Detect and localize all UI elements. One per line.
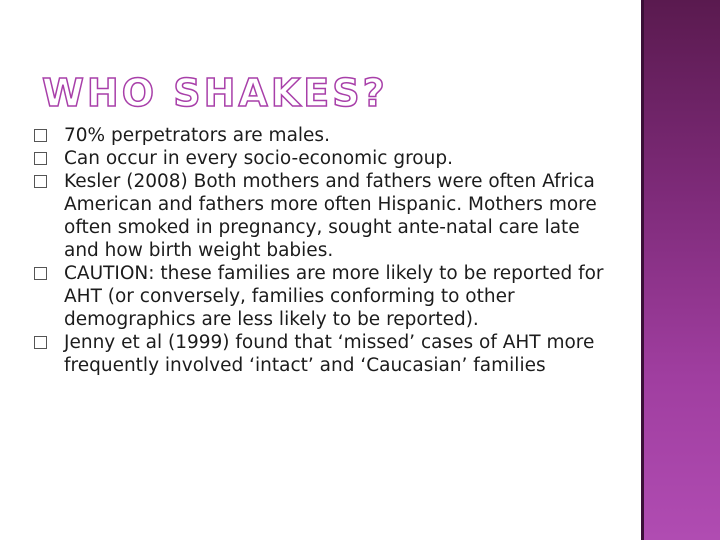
bullet-item	[34, 124, 614, 147]
square-bullet-icon	[34, 336, 47, 349]
bullet-item	[34, 170, 614, 262]
bullet-item	[34, 262, 614, 331]
bullet-text: Jenny et al (1999) found that ‘missed’ cases of AHT more frequently involved ‘intact’ and ‘Caucasian’ families	[64, 332, 595, 376]
square-bullet-icon	[34, 267, 47, 280]
slide-title: WHO SHAKES?	[42, 71, 388, 115]
bullet-text: Can occur in every socio-economic group.	[64, 148, 453, 169]
bullet-text: 70% perpetrators are males.	[64, 125, 330, 146]
square-bullet-icon	[34, 129, 47, 142]
accent-bar	[641, 0, 720, 540]
bullet-text: CAUTION: these families are more likely to be reported for AHT (or conversely, families conforming to other demographics are less likely to be reported).	[64, 263, 604, 330]
bullet-list	[34, 124, 614, 377]
square-bullet-icon	[34, 175, 47, 188]
bullet-item	[34, 147, 614, 170]
square-bullet-icon	[34, 152, 47, 165]
bullet-text: Kesler (2008) Both mothers and fathers were often Africa American and fathers more often Hispanic. Mothers more often smoked in pregnancy, sought ante-natal care late and how birth weight babies.	[64, 171, 597, 261]
bullet-item	[34, 331, 614, 377]
